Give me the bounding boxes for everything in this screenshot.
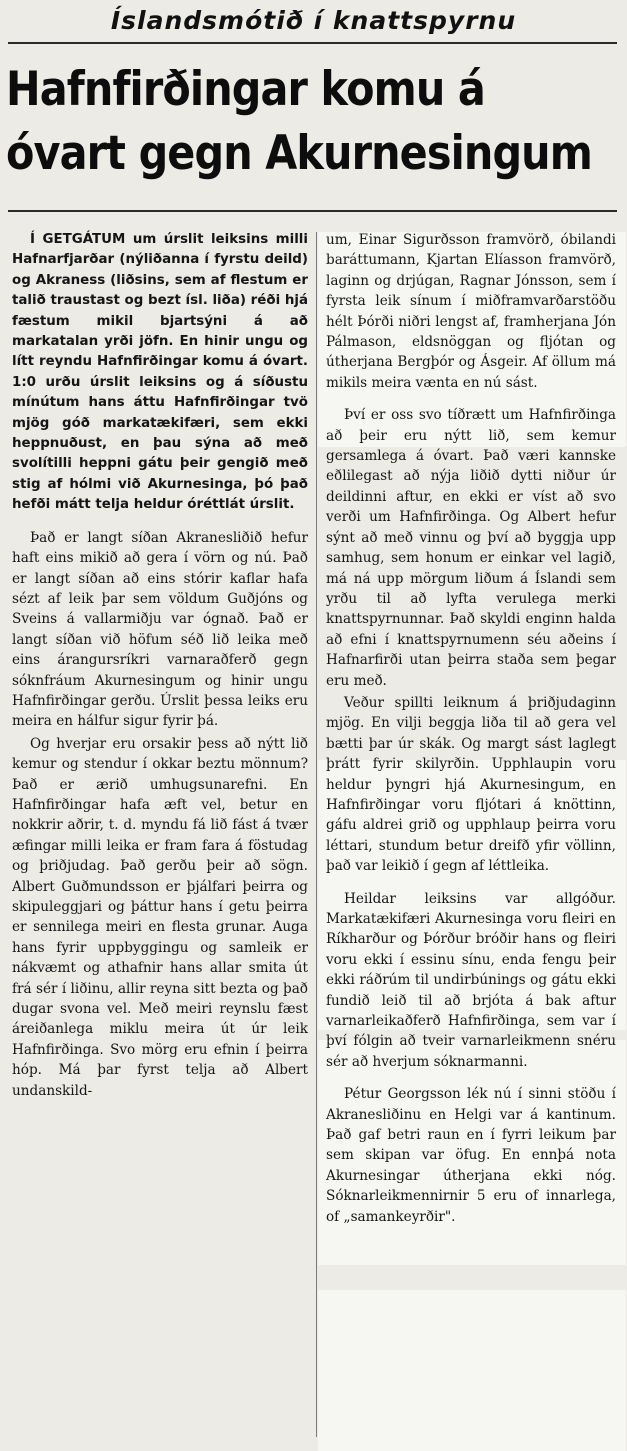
article-paragraph: um, Einar Sigurðsson framvörð, óbilandi baráttumann, Kjartan Elíasson framvörð, laginn og drjúgan, Ragnar Jónsson, sem í fyrsta leik sínum í miðframvarðarstöðu hélt Þórði niðri lengst af, framherjana Jón Pálmason, eldsnöggan og fljótan og útherjana Bergþór og Ásgeir. Af öllum má mikils meira vænta en nú sást. xyxy=(326,232,616,391)
article-paragraph: Pétur Georgsson lék nú í sinni stöðu í Akranesliðinu en Helgi var á kantinum. Það gaf betri raun en í fyrri leikum þar sem skipan var öfug. En ennþá nota Akurnesingar útherjana ekki nóg. Sóknarleikmennirnir 5 eru of innarlega, of „samankeyrðir". xyxy=(326,1086,616,1225)
lead-caps: Í GETGÁTUM xyxy=(30,232,126,247)
article-paragraph: Heildar leiksins var allgóður. Markatækifæri Akurnesinga voru fleiri en Ríkharður og Þórður bróðir hans og fleiri voru ekki í essinu sínu, enda fengu þeir ekki ráðrúm til undirbúnings og gátu ekki fundið leið til að brjóta á bak aftur varnarleikaðferð Hafnfirðinga, sem var í því fólgin að tveir varnarleikmenn snéru sér að hverjum sóknarmanni. xyxy=(326,890,616,1070)
paper-patch xyxy=(318,1290,626,1451)
kicker: Íslandsmótið í knattspyrnu xyxy=(110,6,517,35)
article-paragraph: Það er langt síðan Akranesliðið hefur haft eins mikið að gera í vörn og nú. Það er langt síðan að eins stórir kaflar hafa sézt af leik þar sem völdum Guðjóns og Sveins á vallarmiðju var ógnað. Það er langt síðan við höfum séð lið leika með eins árangursríkri varnaraðferð gegn sóknfráum Akurnesingum og hinir ungu Hafnfirðingar gerðu. Úrslit þessa leiks eru meira en hálfur sigur fyrir þá. xyxy=(12,529,308,730)
article-paragraph: Og hverjar eru orsakir þess að nýtt lið kemur og stendur í okkar beztu mönnum? Það er ærið umhugsunarefni. En Hafnfirðingar hafa æft vel, betur en nokkrir aðrir, t. d. myndu fá lið fást á tvær æfingar milli leika er fram fara á föstudag og þriðjudag. Það gerðu þeir að sögn. Albert Guðmundsson er þjálfari þeirra og skipuleggjari og þáttur hans í getu þeirra er sennilega meiri en flesta grunar. Auga hans fyrir uppbyggingu og samleik er nákvæmt og athafnir hans allar smita út frá sér í liðinu, allir reyna sitt bezta og það dugar svona vel. Með meiri reynslu fæst áreiðanlega miklu meira út úr leik Hafnfirðinga. Svo mörg eru efnin í þeirra hóp. Má þar fyrst telja að Albert undanskild- xyxy=(12,735,308,1099)
article-paragraph: Veður spillti leiknum á þriðjudaginn mjög. En vilji beggja liða til að gera vel bætti þar úr skák. Og margt sást laglegt þrátt fyrir skilyrðin. Upphlaupin voru heldur þyngri hjá Akurnesingum, en Hafnfirðingar voru fljótari á knöttinn, gáfu aldrei grið og upphlaup þeirra voru léttari, stundum betur dreifð yfir völlinn, það var leikið í gegn af léttleika. xyxy=(326,694,616,875)
left-column xyxy=(12,230,308,1101)
article-paragraph: Því er oss svo tíðrætt um Hafnfirðinga að þeir eru nýtt lið, sem kemur gersamlega á óvart. Það væri kannske eðlilegast að nýja liðið dytti niður úr deildinni aftur, en ekki er víst að svo verði um Hafnfirðinga. Og Albert hefur sýnt að með vinnu og því að byggja upp samhug, sem honum er einkar vel lagið, má ná upp mörgum liðum á Íslandi sem yrðu til að lyfta verulega merki knattspyrnunnar. Það skyldi enginn halda að efni í knattspyrnumenn séu aðeins í Hafnarfirði utan þeirra staða sem þegar eru með. xyxy=(326,407,616,689)
headline-line-2: óvart gegn Akurnesingum xyxy=(6,126,592,181)
kicker-rule xyxy=(8,42,617,44)
lead-text: um úrslit leiksins milli Hafnarfjarðar (nýliðanna í fyrstu deild) og Akraness (liðsins, sem af flestum er talið traustast og bezt ísl. liða) réði hjá fæstum mikil bjartsýni á að markatalan yrði jöfn. En hinir ungu og lítt reyndu Hafnfirðingar komu á óvart. 1:0 urðu úrslit leiksins og á síðustu mínútum hans áttu Hafnfirðingar tvö mjög góð markatækifæri, sem ekki heppnuðust, en þau sýna að með svolítilli heppni gátu þeir gengið með stig af hólmi við Akurnesinga, þó það hefði mátt telja heldur óréttlát úrslit. xyxy=(12,232,308,513)
headline-rule xyxy=(8,210,617,212)
lead-paragraph xyxy=(12,230,308,516)
column-divider xyxy=(316,232,317,1437)
right-column xyxy=(326,230,616,1227)
headline-line-1: Hafnfirðingar komu á xyxy=(6,62,485,117)
headline xyxy=(6,58,592,186)
